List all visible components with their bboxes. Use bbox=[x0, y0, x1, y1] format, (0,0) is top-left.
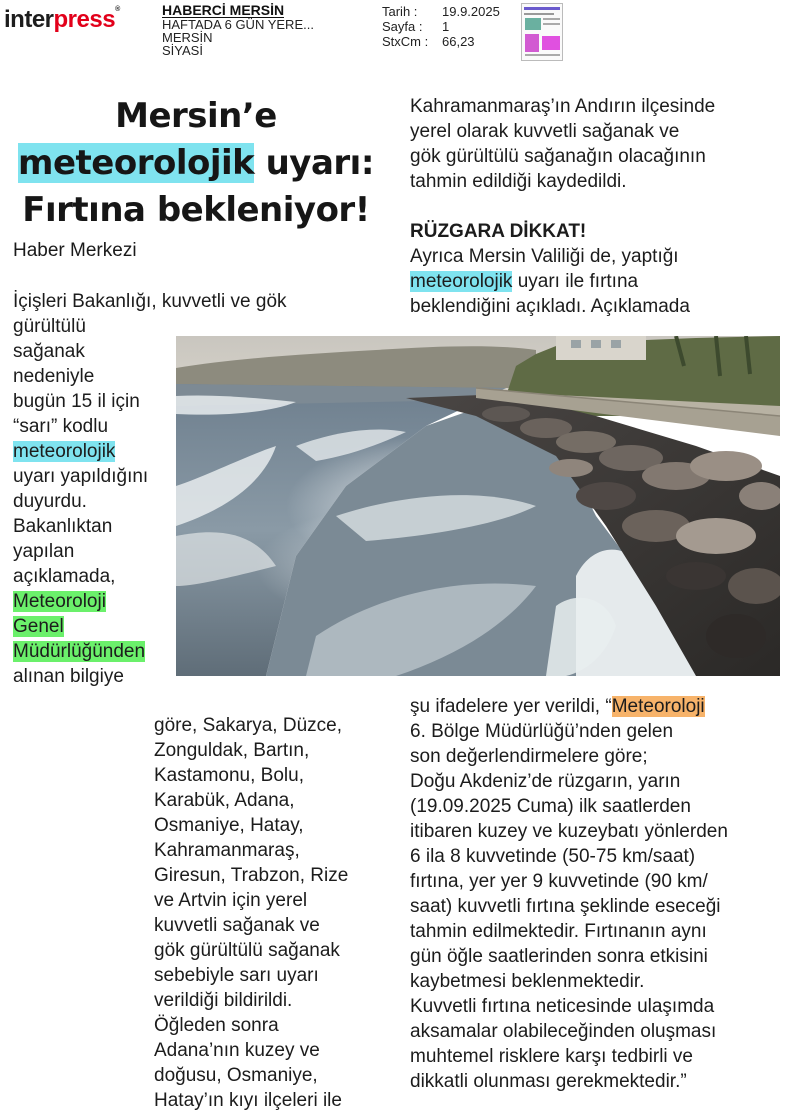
keyword-highlight: Müdürlüğünden bbox=[13, 641, 146, 662]
text-line: son değerlendirmelere göre; bbox=[410, 746, 648, 767]
text-line: saat) kuvvetli fırtına şeklinde eseceği bbox=[410, 896, 721, 917]
text-line: itibaren kuzey ve kuzeybatı yönlerden bbox=[410, 821, 728, 842]
publication-city: MERSİN bbox=[162, 30, 213, 45]
text-line: yapılan bbox=[13, 541, 75, 562]
clip-meta bbox=[162, 4, 314, 57]
logo-accent-text: press bbox=[53, 6, 116, 33]
text-line: Kuvvetli fırtına neticesinde ulaşımda bbox=[410, 996, 715, 1017]
article-column-c bbox=[410, 94, 715, 319]
text-line: Hatay’ın kıyı ilçeleri ile bbox=[154, 1090, 342, 1111]
text-line: beklendiğini açıkladı. Açıklamada bbox=[410, 296, 690, 317]
keyword-highlight: meteorolojik bbox=[13, 441, 116, 462]
text-line: alınan bilgiye bbox=[13, 666, 124, 687]
text-line: Giresun, Trabzon, Rize bbox=[154, 865, 349, 886]
text-line: Zonguldak, Bartın, bbox=[154, 740, 310, 761]
text-line: yerel olarak kuvvetli sağanak ve bbox=[410, 121, 680, 142]
text-line: 6. Bölge Müdürlüğü’nden gelen bbox=[410, 721, 674, 742]
headline-line-1: Mersin’e bbox=[115, 96, 277, 136]
text-line: muhtemel risklere karşı tedbirli ve bbox=[410, 1046, 693, 1067]
page-value: 1 bbox=[442, 19, 450, 34]
interpress-logo bbox=[4, 6, 120, 34]
publication-section: SİYASİ bbox=[162, 43, 203, 58]
stxcm-value: 66,23 bbox=[442, 34, 475, 49]
text-line: duyurdu. bbox=[13, 491, 87, 512]
article-column-d bbox=[410, 694, 728, 1094]
text-line: Adana’nın kuzey ve bbox=[154, 1040, 320, 1061]
text-line: dikkatli olunması gerekmektedir.” bbox=[410, 1071, 687, 1092]
text-line: tahmin edilmektedir. Fırtınanın aynı bbox=[410, 921, 707, 942]
photo-illustration bbox=[176, 336, 780, 676]
date-value: 19.9.2025 bbox=[442, 4, 500, 19]
text-line: Öğleden sonra bbox=[154, 1015, 279, 1036]
text-line: (19.09.2025 Cuma) ilk saatlerden bbox=[410, 796, 691, 817]
text-line: açıklamada, bbox=[13, 566, 116, 587]
text-line: kaybetmesi beklenmektedir. bbox=[410, 971, 645, 992]
text-line: doğusu, Osmaniye, bbox=[154, 1065, 318, 1086]
headline-line-3: Fırtına bekleniyor! bbox=[22, 190, 370, 230]
spacer-line bbox=[410, 194, 715, 219]
text-line: “sarı” kodlu bbox=[13, 416, 109, 437]
stormy-sea-photo bbox=[176, 336, 780, 676]
text-line: Kahramanmaraş’ın Andırın ilçesinde bbox=[410, 96, 716, 117]
keyword-highlight: Meteoroloji bbox=[13, 591, 106, 612]
text-line: kuvvetli sağanak ve bbox=[154, 915, 320, 936]
logo-registered-mark: ® bbox=[115, 6, 120, 13]
text-line: Osmaniye, Hatay, bbox=[154, 815, 304, 836]
keyword-highlight: Meteoroloji bbox=[611, 696, 705, 717]
stxcm-row: StxCm : 66,23 bbox=[382, 34, 475, 49]
text-line: 6 ila 8 kuvvetinde (50-75 km/saat) bbox=[410, 846, 696, 867]
section-subheading: RÜZGARA DİKKAT! bbox=[410, 221, 587, 242]
date-row: Tarih : 19.9.2025 bbox=[382, 4, 500, 19]
byline: Haber Merkezi bbox=[13, 240, 137, 261]
text-line: Kastamonu, Bolu, bbox=[154, 765, 304, 786]
text-line: uyarı yapıldığını bbox=[13, 466, 149, 487]
text-line: gün öğle saatlerinden sonra etkisini bbox=[410, 946, 708, 967]
text-line: fırtına, yer yer 9 kuvvetinde (90 km/ bbox=[410, 871, 708, 892]
publication-name: HABERCİ MERSİN bbox=[162, 2, 285, 18]
text-line: şu ifadelere yer verildi, “Meteoroloji bbox=[410, 696, 705, 717]
text-line: İçişleri Bakanlığı, kuvvetli ve gök bbox=[13, 291, 287, 312]
page-thumbnail[interactable] bbox=[521, 3, 563, 61]
text-line: Bakanlıktan bbox=[13, 516, 113, 537]
article-headline bbox=[10, 93, 382, 234]
keyword-highlight: Genel bbox=[13, 616, 64, 637]
headline-line-2: uyarı: bbox=[254, 143, 374, 183]
headline-highlight: meteorolojik bbox=[18, 143, 255, 183]
text-line: nedeniyle bbox=[13, 366, 95, 387]
text-line: gök gürültülü sağanak bbox=[154, 940, 340, 961]
keyword-highlight: meteorolojik bbox=[410, 271, 513, 292]
text-line: sebebiyle sarı uyarı bbox=[154, 965, 319, 986]
text-line: gök gürültülü sağanağın olacağının bbox=[410, 146, 706, 167]
text-line: meteorolojik uyarı ile fırtına bbox=[410, 271, 639, 292]
text-line: verildiği bildirildi. bbox=[154, 990, 293, 1011]
text-line: Ayrıca Mersin Valiliği de, yaptığı bbox=[410, 246, 679, 267]
page-row: Sayfa : 1 bbox=[382, 19, 450, 34]
text-line: göre, Sakarya, Düzce, bbox=[154, 715, 342, 736]
text-line: sağanak bbox=[13, 341, 85, 362]
text-line: tahmin edildiği kaydedildi. bbox=[410, 171, 627, 192]
text-line: aksamalar olabileceğinden oluşması bbox=[410, 1021, 717, 1042]
clip-stats bbox=[382, 4, 500, 49]
logo-main-text: inter bbox=[4, 6, 54, 33]
text-line: Karabük, Adana, bbox=[154, 790, 295, 811]
text-line: gürültülü bbox=[13, 316, 86, 337]
text-line: bugün 15 il için bbox=[13, 391, 140, 412]
publication-frequency: HAFTADA 6 GÜN YERE... bbox=[162, 17, 314, 32]
article-column-b bbox=[154, 713, 348, 1113]
text-line: ve Artvin için yerel bbox=[154, 890, 308, 911]
text-line: Kahramanmaraş, bbox=[154, 840, 300, 861]
text-line: Doğu Akdeniz’de rüzgarın, yarın bbox=[410, 771, 681, 792]
